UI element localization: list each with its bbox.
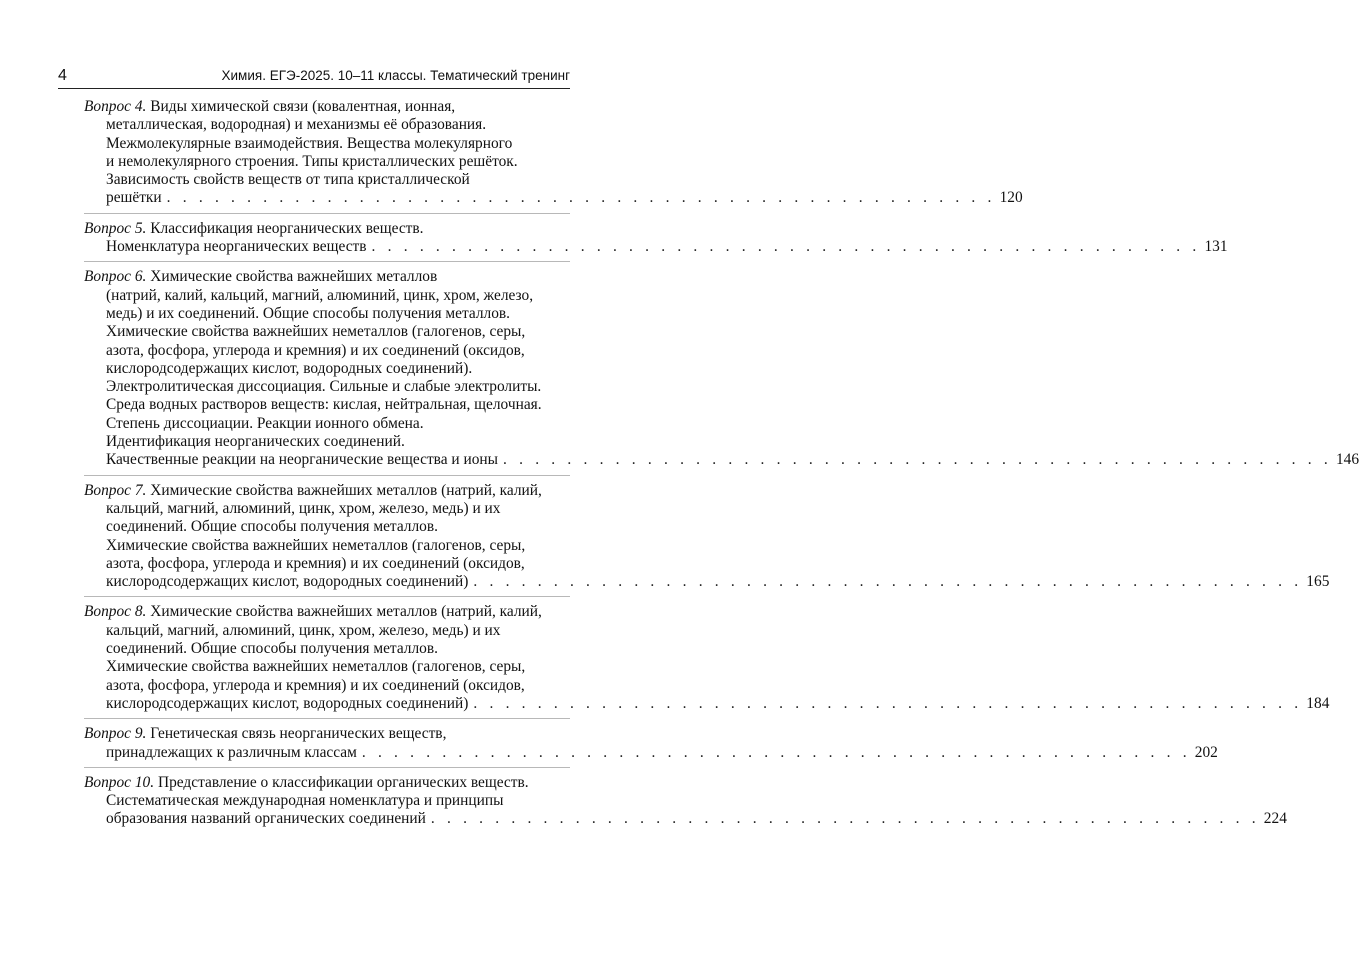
toc-line [84,451,1359,469]
toc-page-number[interactable]: 120 [999,189,1023,207]
toc-entry[interactable] [84,219,1228,263]
toc-line [84,287,570,305]
toc-entry-label: Вопрос 7. [84,481,147,499]
dot-leader: . . . . . . . . . . . . . . . . . . . . . . . . . . . . . . . . . . . . . . . . . . . . . . . . . . . . [371,238,1201,256]
toc-entry-text: Качественные реакции на неорганические вещества и ионы [106,451,499,469]
page-number: 4 [58,67,67,84]
toc-entry-text: Химические свойства важнейших металлов (натрий, калий, [150,481,542,499]
toc-line [84,518,570,536]
toc-entry-text: Виды химической связи (ковалентная, ионная, [150,98,456,115]
toc-entry[interactable] [84,98,1023,214]
toc-line [84,658,570,676]
toc-line [84,323,570,341]
toc-entry-label: Вопрос 8. [84,603,147,621]
toc-entry-text: металлическая, водородная) и механизмы её образования. [106,116,487,134]
toc-line [84,396,570,414]
toc-entry-text: Зависимость свойств веществ от типа кристаллической [106,171,470,189]
toc-line [84,725,570,743]
toc-line-text [106,189,162,207]
toc-line [84,268,570,286]
toc-entry-text: решётки [106,189,162,207]
dot-leader: . . . . . . . . . . . . . . . . . . . . . . . . . . . . . . . . . . . . . . . . . . . . . . . . . . . . [503,451,1332,469]
toc-entry-label: Вопрос 4. [84,98,147,115]
toc-line [84,220,570,238]
toc-page-number[interactable]: 146 [1335,451,1359,469]
toc-line [84,153,570,171]
toc-entry-text: Химические свойства важнейших неметаллов (галогенов, серы, [106,536,526,554]
toc-entry-text: азота, фосфора, углерода и кремния) и их соединений (оксидов, [106,341,525,359]
toc-entry-text: Степень диссоциации. Реакции ионного обмена. [106,414,424,432]
dot-leader: . . . . . . . . . . . . . . . . . . . . . . . . . . . . . . . . . . . . . . . . . . . . . . . . . . . . [166,189,996,207]
toc-line [84,482,570,500]
toc-entry-text: кальций, магний, алюминий, цинк, хром, железо, медь) и их [106,499,501,517]
toc-entry-label: Вопрос 9. [84,725,147,743]
toc-line [84,415,570,433]
toc-entry-text: азота, фосфора, углерода и кремния) и их соединений (оксидов, [106,554,525,572]
toc-entry-label: Вопрос 6. [84,268,147,286]
toc-entry-text: Идентификация неорганических соединений. [106,433,405,451]
toc-line-text [106,573,468,591]
dot-leader: . . . . . . . . . . . . . . . . . . . . . . . . . . . . . . . . . . . . . . . . . . . . . . . . . . . . [361,743,1191,761]
toc-entry-text: Электролитическая диссоциация. Сильные и слабые электролиты. [106,378,542,396]
toc-line [84,171,570,189]
toc-line [84,500,570,518]
toc-entry-text: кальций, магний, алюминий, цинк, хром, железо, медь) и их [106,621,501,639]
toc-entry-text: и немолекулярного строения. Типы кристаллических решёток. [106,152,518,170]
toc-line [84,135,570,153]
toc-entry[interactable] [84,725,1218,768]
toc-line [84,640,570,658]
toc-entry-text: кислородсодержащих кислот, водородных соединений) [106,694,469,712]
toc-entry-text: азота, фосфора, углерода и кремния) и их соединений (оксидов, [106,676,525,694]
toc-line [84,116,570,134]
toc-line [84,189,1023,207]
toc-entry-text: Классификация неорганических веществ. [150,219,424,237]
toc-line [84,238,1228,256]
toc-entry-label: Вопрос 10. [84,773,155,791]
dot-leader: . . . . . . . . . . . . . . . . . . . . . . . . . . . . . . . . . . . . . . . . . . . . . . . . . . . . [473,573,1303,591]
toc-entry[interactable] [84,268,1359,475]
toc-entry-text: Химические свойства важнейших неметаллов (галогенов, серы, [106,658,526,676]
toc-entry-text: Систематическая международная номенклатура и принципы [106,792,504,810]
toc-entry-text: образования названий органических соединений [106,810,426,828]
toc-line [84,622,570,640]
toc-entry-text: Химические свойства важнейших неметаллов (галогенов, серы, [106,323,526,341]
toc-entry-text: Среда водных растворов веществ: кислая, нейтральная, щелочная. [106,396,542,414]
toc-entry-text: Генетическая связь неорганических веществ, [150,725,447,743]
toc-entry-text: кислородсодержащих кислот, водородных соединений) [106,573,469,591]
dot-leader: . . . . . . . . . . . . . . . . . . . . . . . . . . . . . . . . . . . . . . . . . . . . . . . . . . . . [430,810,1260,828]
toc-line [84,677,570,695]
toc-entry-text: Номенклатура неорганических веществ [106,238,367,256]
toc-line [84,694,1330,713]
toc-entry-text: Представление о классификации органических веществ. [157,773,529,791]
toc-line-text [106,238,367,256]
toc-line [84,774,570,792]
toc-entry[interactable] [84,773,1287,834]
toc-line [84,743,1218,762]
toc-entry-text: кислородсодержащих кислот, водородных соединений). [106,359,473,377]
toc-entry-text: принадлежащих к различным классам [106,743,357,761]
toc-page-number[interactable]: 131 [1204,238,1228,256]
toc-line-text [106,744,357,762]
toc-line-text [106,451,498,469]
toc-line-text [106,695,468,713]
toc-line [84,360,570,378]
toc-entry[interactable] [84,603,1330,719]
toc-page-number[interactable]: 165 [1306,573,1330,591]
toc-line [84,342,570,360]
toc-entry-text: соединений. Общие способы получения металлов. [106,640,438,658]
toc-line [84,555,570,573]
toc-line [84,603,570,621]
toc-page-number[interactable]: 224 [1263,810,1287,828]
toc-page-number[interactable]: 184 [1306,694,1330,712]
toc-line [84,433,570,451]
toc-entry-text: Межмолекулярные взаимодействия. Вещества молекулярного [106,134,513,152]
toc-entry[interactable] [84,481,1330,598]
toc-line [84,810,1287,828]
toc-entry-text: медь) и их соединений. Общие способы получения металлов. [106,304,511,322]
toc-page-number[interactable]: 202 [1194,743,1218,761]
toc-entry-text: (натрий, калий, кальций, магний, алюминий, цинк, хром, железо, [106,286,534,304]
toc-line [84,98,570,116]
dot-leader: . . . . . . . . . . . . . . . . . . . . . . . . . . . . . . . . . . . . . . . . . . . . . . . . . . . . [473,694,1303,712]
toc-entry-text: Химические свойства важнейших металлов (натрий, калий, [150,603,542,621]
toc-line [84,537,570,555]
toc-line [84,792,570,810]
toc-entry-label: Вопрос 5. [84,219,147,237]
toc-entry-text: соединений. Общие способы получения металлов. [106,518,438,536]
running-title: Химия. ЕГЭ-2025. 10–11 классы. Тематический тренинг [221,68,570,83]
toc-line [84,573,1330,591]
toc-line [84,305,570,323]
table-of-contents [84,98,1359,840]
toc-entry-text: Химические свойства важнейших металлов [150,268,438,286]
running-header [58,66,570,89]
toc-line [84,378,570,396]
toc-line-text [106,810,426,828]
